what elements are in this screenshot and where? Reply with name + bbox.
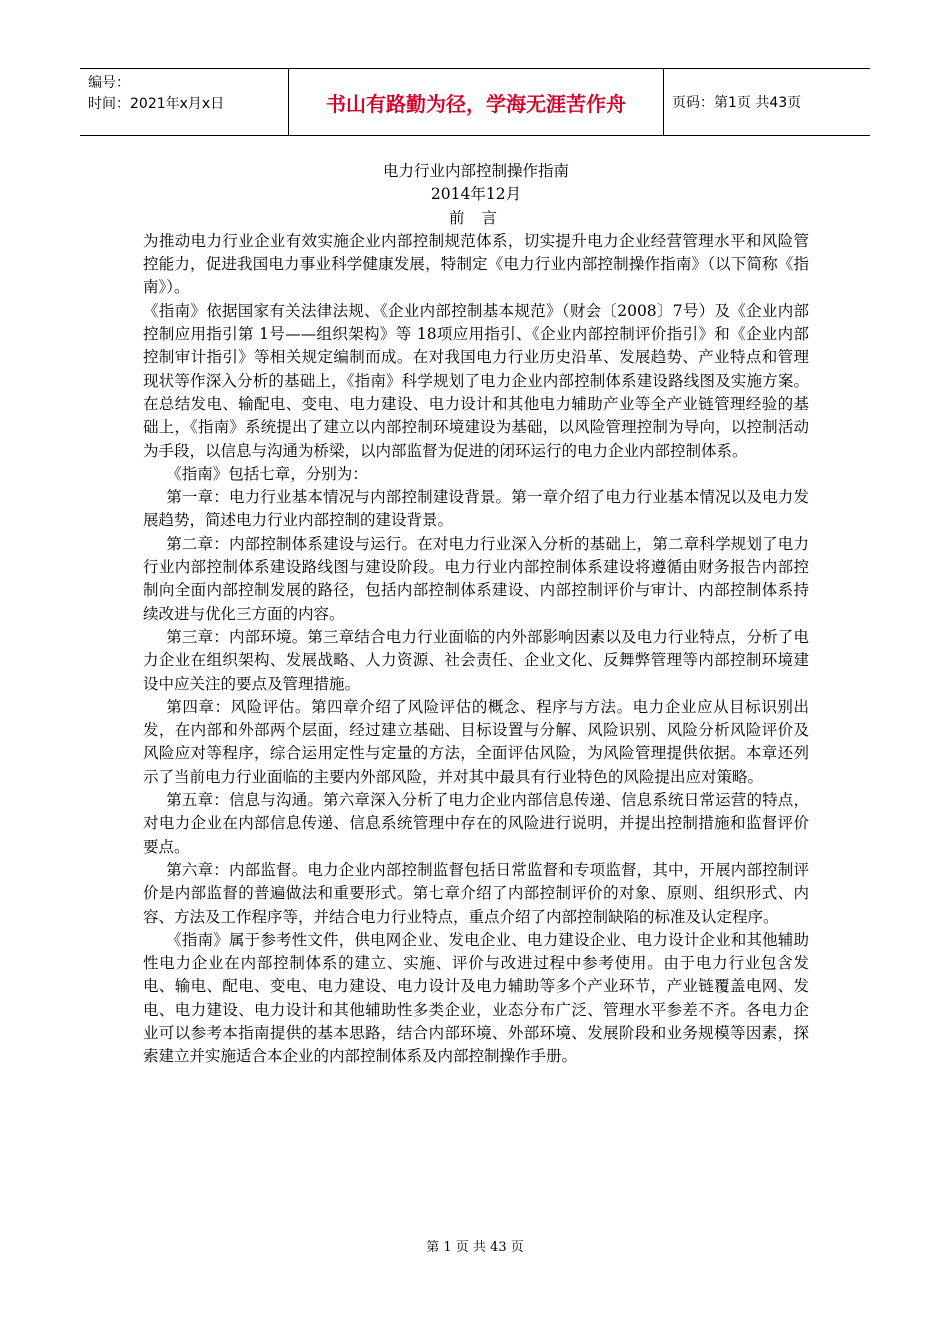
paragraph: 《指南》包括七章，分别为： [166, 464, 368, 483]
header-meta [80, 69, 289, 135]
paragraph: 第五章：信息与沟通。第六章深入分析了电力企业内部信息传递、信息系统日常运营的特点，对电力企业在内部信息传递、信息系统管理中存在的风险进行说明，并提出控制措施和监督评价要点。 [143, 791, 809, 856]
page-footer: 第 1 页 共 43 页 [426, 1240, 524, 1255]
preface-heading: 前 言 [449, 208, 503, 227]
document-title: 电力行业内部控制操作指南 [382, 162, 569, 180]
header-slogan: 书山有路勤为径，学海无涯苦作舟 [289, 69, 664, 135]
paragraph: 第二章：内部控制体系建设与运行。在对电力行业深入分析的基础上，第二章科学规划了电力行业内部控制体系建设路线图与建设阶段。电力行业内部控制体系建设将遵循由财务报告内部控制向全面内部控制发展的路径，包括内部控制体系建设、内部控制评价与审计、内部控制体系持续改进与优化三方面的内容。 [143, 534, 809, 623]
paragraph: 第一章：电力行业基本情况与内部控制建设背景。第一章介绍了电力行业基本情况以及电力发展趋势，简述电力行业内部控制的建设背景。 [143, 488, 809, 530]
paragraph: 第三章：内部环境。第三章结合电力行业面临的内外部影响因素以及电力行业特点，分析了电力企业在组织架构、发展战略、人力资源、社会责任、企业文化、反舞弊管理等内部控制环境建设中应关注的要点及管理措施。 [143, 627, 809, 693]
time-label: 时间：2021年x月x日 [88, 96, 225, 112]
document-date: 2014年12月 [430, 185, 522, 204]
paragraph: 《指南》属于参考性文件，供电网企业、发电企业、电力建设企业、电力设计企业和其他辅助性电力企业在内部控制体系的建立、实施、评价与改进过程中参考使用。由于电力行业包含发电、输电、配电、变电、电力建设、电力设计及电力辅助等多个产业环节，产业链覆盖电网、发电、电力建设、电力设计和其他辅助性多类企业，业态分布广泛、管理水平参差不齐。各电力企业可以参考本指南提供的基本思路，结合内部环境、外部环境、发展阶段和业务规模等因素，探索建立并实施适合本企业的内部控制体系及内部控制操作手册。 [143, 930, 809, 1066]
paragraph: 《指南》依据国家有关法律法规、《企业内部控制基本规范》（财会〔2008〕7号）及《企业内部控制应用指引第 1号——组织架构》等 18项应用指引、《企业内部控制评价指引》和《企业内部控制审计指引》等相关规定编制而成。在对我国电力行业历史沿革、发展趋势、产业特点和管理现状等作深入分析的基础上，《指南》科学规划了电力企业内部控制体系建设路线图及实施方案。在总结发电、输配电、变电、电力建设、电力设计和其他电力辅助产业等全产业链管理经验的基础上，《指南》系统提出了建立以内部控制环境建设为基础，以风险管理控制为导向，以控制活动为手段，以信息与沟通为桥梁，以内部监督为促进的闭环运行的电力企业内部控制体系。 [143, 301, 809, 460]
page-header [80, 68, 870, 136]
paragraph: 第六章：内部监督。电力企业内部控制监督包括日常监督和专项监督，其中，开展内部控制评价是内部监督的普遍做法和重要形式。第七章介绍了内部控制评价的对象、原则、组织形式、内容、方法及工作程序等，并结合电力行业特点，重点介绍了内部控制缺陷的标准及认定程序。 [143, 860, 809, 926]
paragraph: 第四章：风险评估。第四章介绍了风险评估的概念、程序与方法。电力企业应从目标识别出发，在内部和外部两个层面，经过建立基础、目标设置与分解、风险识别、风险分析风险评价及风险应对等程序，综合运用定性与定量的方法，全面评估风险，为风险管理提供依据。本章还列示了当前电力行业面临的主要内外部风险，并对其中最具有行业特色的风险提出应对策略。 [143, 697, 809, 786]
paragraph: 为推动电力行业企业有效实施企业内部控制规范体系，切实提升电力企业经营管理水平和风险管控能力，促进我国电力事业科学健康发展，特制定《电力行业内部控制操作指南》（以下简称《指南》）。 [143, 231, 809, 297]
document-body [143, 160, 809, 1069]
number-label: 编号： [88, 75, 130, 91]
header-page-info: 页码：第1页 共43页 [672, 95, 802, 111]
